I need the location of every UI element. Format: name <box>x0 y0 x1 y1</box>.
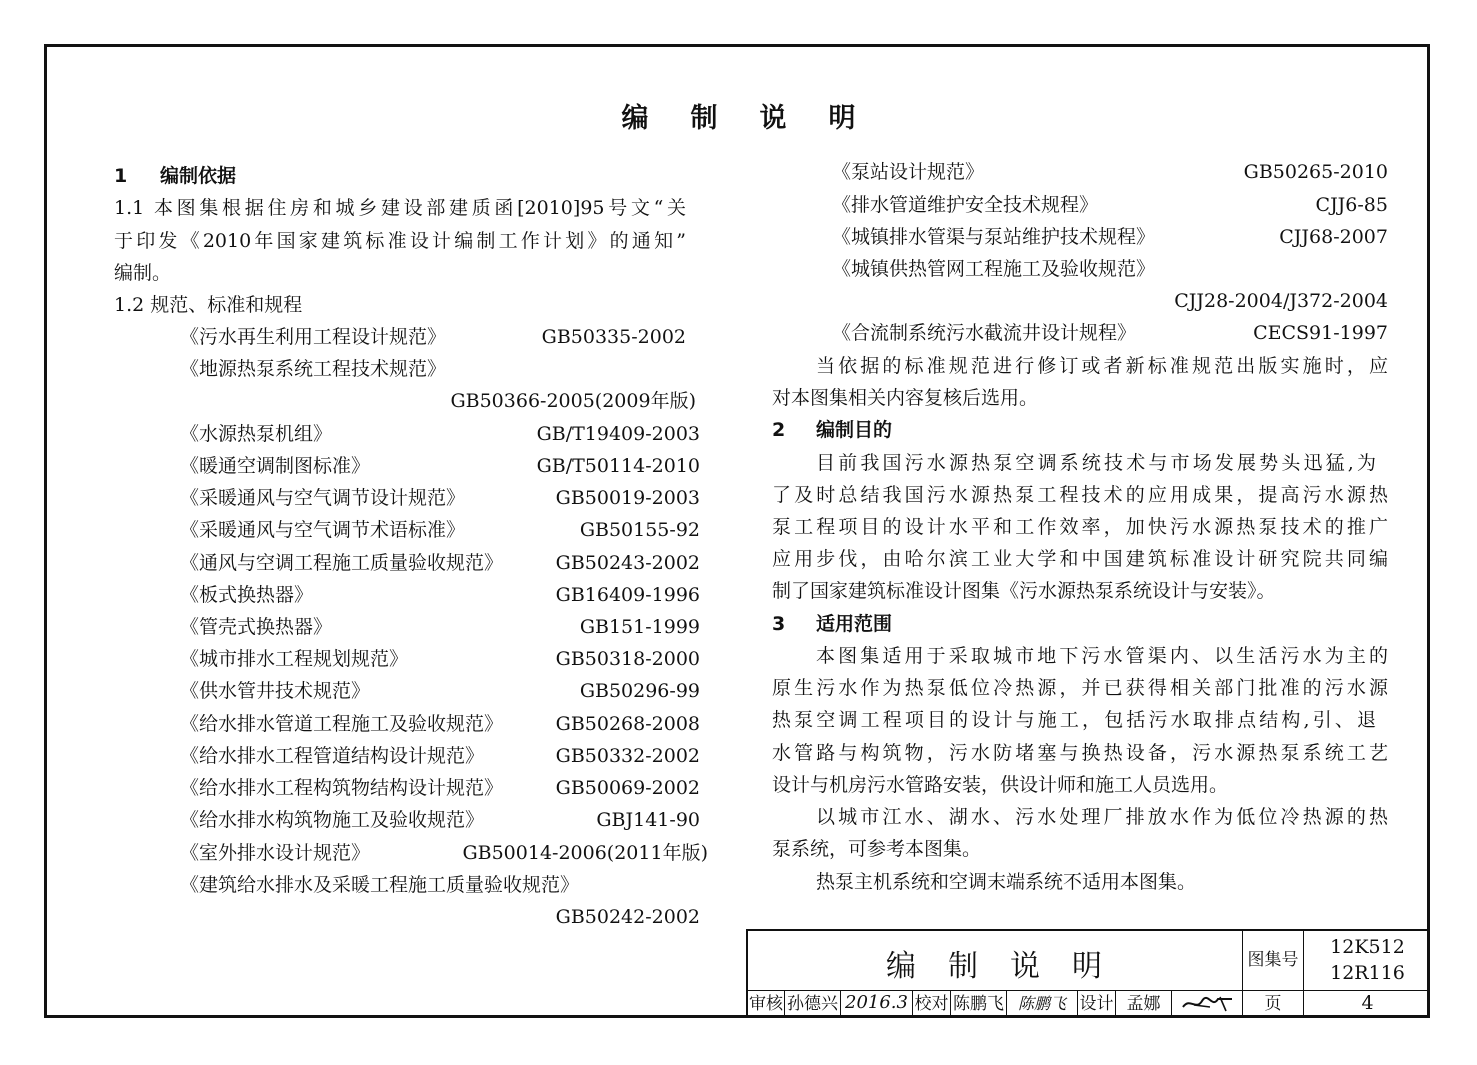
standard-code: CECS91-1997 <box>1253 322 1388 344</box>
atlas-number-2: 12R116 <box>1330 962 1405 984</box>
standard-code: GB50366-2005(2009年版) <box>450 390 696 412</box>
standard-name: 《室外排水设计规范》 <box>180 842 371 864</box>
standard-name: 《城市排水工程规划规范》 <box>180 648 409 670</box>
standard-code: GB50332-2002 <box>555 745 700 767</box>
standard-name: 《给水排水构筑物施工及验收规范》 <box>180 809 485 831</box>
para-1-1-line-2: 于印发《2010年国家建筑标准设计编制工作计划》的通知” <box>114 230 686 252</box>
standard-code: GB151-1999 <box>579 616 700 638</box>
page-label: 页 <box>1264 994 1282 1014</box>
checker-name: 陈鹏飞 <box>953 994 1004 1014</box>
para-4-line: 以城市江水、湖水、污水处理厂排放水作为低位冷热源的热 <box>816 806 1388 828</box>
standard-name: 《污水再生利用工程设计规范》 <box>180 326 447 348</box>
standard-name: 《给水排水工程管道结构设计规范》 <box>180 745 485 767</box>
standard-code: GB50268-2008 <box>555 713 700 735</box>
page-number: 4 <box>1361 992 1374 1014</box>
standard-name: 《采暖通风与空气调节设计规范》 <box>180 487 466 509</box>
standard-name: 《城镇供热管网工程施工及验收规范》 <box>832 258 1156 280</box>
standard-name: 《排水管道维护安全技术规程》 <box>832 194 1099 216</box>
atlas-number-label: 图集号 <box>1247 950 1299 970</box>
para-2-line: 了及时总结我国污水源热泵工程技术的应用成果，提高污水源热 <box>772 484 1388 506</box>
standard-name: 《管壳式换热器》 <box>180 616 333 638</box>
title-block-title: 编制说明 <box>886 949 1134 984</box>
para-5: 热泵主机系统和空调末端系统不适用本图集。 <box>816 871 1197 893</box>
title-block-divider <box>746 990 1430 991</box>
standard-name: 《暖通空调制图标准》 <box>180 455 371 477</box>
reviewer-signature: 2016.3 <box>845 992 908 1013</box>
para-2-line: 目前我国污水源热泵空调系统技术与市场发展势头迅猛,为 <box>816 452 1376 474</box>
standard-code: GB50069-2002 <box>555 777 700 799</box>
reviewer-name: 孙德兴 <box>787 994 838 1014</box>
standard-name: 《给水排水管道工程施工及验收规范》 <box>180 713 504 735</box>
para-1-1-line-1: 1.1 本图集根据住房和城乡建设部建质函[2010]95号文“关 <box>114 197 686 219</box>
review-label: 审核 <box>749 994 783 1014</box>
standard-name: 《建筑给水排水及采暖工程施工质量验收规范》 <box>180 874 580 896</box>
section-3-number: 3 <box>772 613 786 635</box>
standard-code: GBJ141-90 <box>596 809 700 831</box>
standard-code: GB50019-2003 <box>555 487 700 509</box>
standard-code: GB50243-2002 <box>555 552 700 574</box>
check-label: 校对 <box>914 994 949 1014</box>
design-label: 设计 <box>1079 994 1114 1014</box>
standard-name: 《城镇排水管渠与泵站维护技术规程》 <box>832 226 1156 248</box>
para-2-line: 制了国家建筑标准设计图集《污水源热泵系统设计与安装》。 <box>772 580 1276 602</box>
standard-name: 《采暖通风与空气调节术语标准》 <box>180 519 466 541</box>
para-1-1-line-3: 编制。 <box>114 262 172 284</box>
standard-code: GB50335-2002 <box>541 326 686 348</box>
standard-name: 《给水排水工程构筑物结构设计规范》 <box>180 777 504 799</box>
para-3-line: 原生污水作为热泵低位冷热源，并已获得相关部门批准的污水源 <box>772 677 1388 699</box>
para-3-line: 热泵空调工程项目的设计与施工，包括污水取排点结构,引、退 <box>772 709 1376 731</box>
standard-code: GB50155-92 <box>579 519 700 541</box>
standard-name: 《泵站设计规范》 <box>832 161 985 183</box>
designer-signature-icon <box>1180 993 1236 1015</box>
section-2-heading: 编制目的 <box>816 419 893 441</box>
section-1-number: 1 <box>114 165 128 187</box>
standard-name: 《地源热泵系统工程技术规范》 <box>180 358 447 380</box>
standard-code: CJJ6-85 <box>1315 194 1388 216</box>
title-block-divider <box>1303 929 1304 1018</box>
standard-code: CJJ68-2007 <box>1279 226 1388 248</box>
standard-code: CJJ28-2004/J372-2004 <box>1174 290 1388 312</box>
standard-name: 《通风与空调工程施工质量验收规范》 <box>180 552 504 574</box>
atlas-number-1: 12K512 <box>1330 936 1405 958</box>
section-1-heading: 编制依据 <box>160 165 237 187</box>
designer-name: 孟娜 <box>1126 994 1161 1014</box>
standard-code: GB50296-99 <box>579 680 700 702</box>
para-2-line: 应用步伐，由哈尔滨工业大学和中国建筑标准设计研究院共同编 <box>772 548 1388 570</box>
standard-name: 《板式换热器》 <box>180 584 314 606</box>
standard-code: GB50318-2000 <box>555 648 700 670</box>
section-3-heading: 适用范围 <box>816 613 893 635</box>
para-2-line: 泵工程项目的设计水平和工作效率，加快污水源热泵技术的推广 <box>772 516 1388 538</box>
standard-code: GB50242-2002 <box>555 906 700 928</box>
para-3-line: 本图集适用于采取城市地下污水管渠内、以生活污水为主的 <box>816 645 1388 667</box>
checker-signature: 陈鹏飞 <box>1017 994 1066 1013</box>
standard-code: GB50014-2006(2011年版) <box>462 842 708 864</box>
page-title: 编制说明 <box>621 103 898 134</box>
note-line-2: 对本图集相关内容复核后选用。 <box>772 387 1039 409</box>
standard-code: GB16409-1996 <box>555 584 700 606</box>
standard-name: 《合流制系统污水截流井设计规程》 <box>832 322 1137 344</box>
standard-code: GB50265-2010 <box>1243 161 1388 183</box>
para-3-line: 水管路与构筑物，污水防堵塞与换热设备，污水源热泵系统工艺 <box>772 742 1388 764</box>
para-4-line: 泵系统，可参考本图集。 <box>772 838 982 860</box>
note-line-1: 当依据的标准规范进行修订或者新标准规范出版实施时，应 <box>816 355 1388 377</box>
standard-name: 《供水管井技术规范》 <box>180 680 371 702</box>
standard-code: GB/T50114-2010 <box>536 455 700 477</box>
para-1-2: 1.2 规范、标准和规程 <box>114 294 303 316</box>
title-block-divider <box>1242 929 1243 1018</box>
section-2-number: 2 <box>772 419 786 441</box>
para-3-line: 设计与机房污水管路安装，供设计师和施工人员选用。 <box>772 774 1229 796</box>
standard-code: GB/T19409-2003 <box>536 423 700 445</box>
standard-name: 《水源热泵机组》 <box>180 423 333 445</box>
